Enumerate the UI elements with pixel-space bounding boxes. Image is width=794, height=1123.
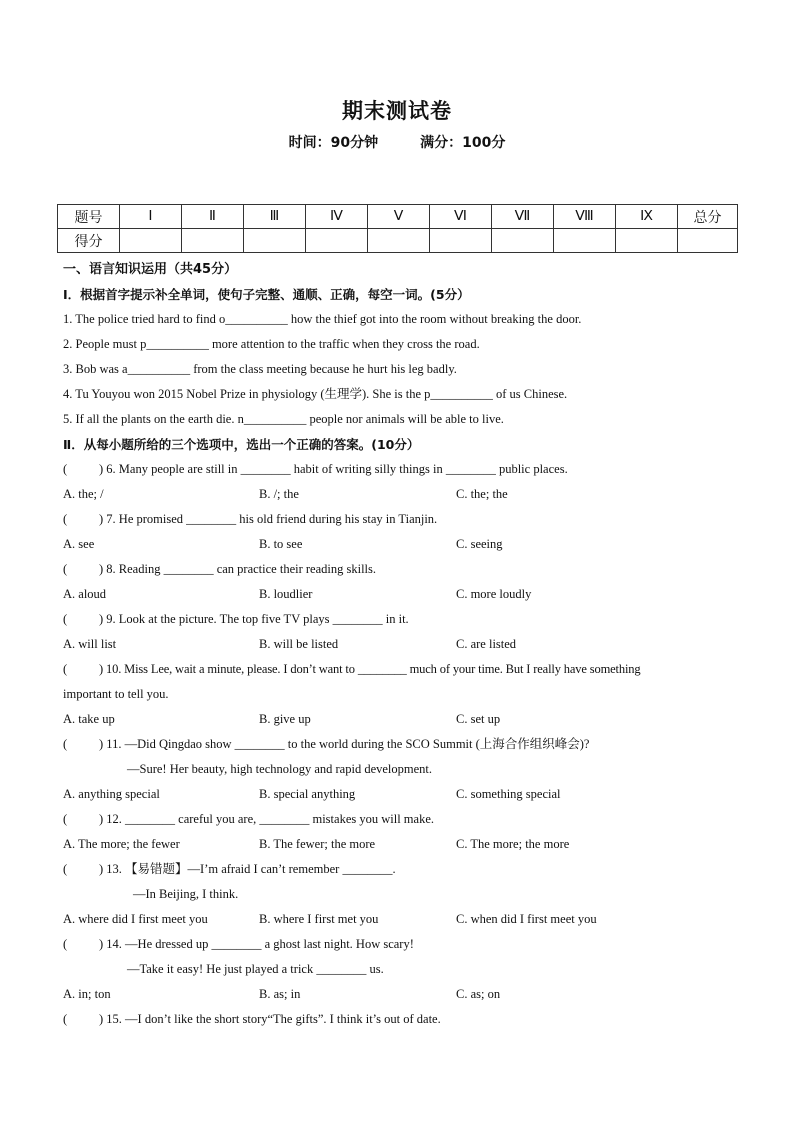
score-table-header-row <box>58 205 738 229</box>
header-cell: Ⅷ <box>554 205 616 229</box>
score-input-cell[interactable] <box>554 229 616 253</box>
answer-bracket[interactable]: ( <box>63 612 68 626</box>
score-table <box>57 204 738 253</box>
score-input-cell[interactable] <box>430 229 492 253</box>
option-row <box>63 907 743 932</box>
stem-text: ) 13. 【易错题】—I’m afraid I can’t remember ________. <box>99 862 396 876</box>
answer-bracket[interactable]: ( <box>63 812 68 826</box>
score-input-cell[interactable] <box>182 229 244 253</box>
score-input-cell[interactable] <box>244 229 306 253</box>
option-a[interactable]: A. The more; the fewer <box>63 837 180 851</box>
stem-text: ) 11. —Did Qingdao show ________ to the world during the SCO Summit (上海合作组织峰会)? <box>99 737 590 751</box>
option-b[interactable]: B. give up <box>259 712 311 726</box>
option-c[interactable]: C. something special <box>456 787 561 801</box>
option-c[interactable]: C. seeing <box>456 537 503 551</box>
row-label-cell: 得分 <box>58 229 120 253</box>
time-label: 时间：90分钟 <box>288 135 379 151</box>
option-c[interactable]: C. more loudly <box>456 587 532 601</box>
fill-item: 4. Tu Youyou won 2015 Nobel Prize in physiology (生理学). She is the p__________ of us Chinese. <box>63 387 568 401</box>
header-cell: Ⅰ <box>120 205 182 229</box>
exam-content <box>63 257 743 1032</box>
option-row <box>63 582 743 607</box>
question-stem <box>63 807 743 832</box>
answer-bracket[interactable]: ( <box>63 937 68 951</box>
answer-bracket[interactable]: ( <box>63 1012 68 1026</box>
score-input-cell[interactable] <box>306 229 368 253</box>
answer-bracket[interactable]: ( <box>63 862 68 876</box>
question-stem <box>63 607 743 632</box>
stem-text: ) 7. He promised ________ his old friend during his stay in Tianjin. <box>99 512 438 526</box>
part-title: Ⅰ．根据首字提示补全单词，使句子完整、通顺、正确，每空一词。(5分） <box>63 287 470 302</box>
answer-bracket[interactable]: ( <box>63 462 68 476</box>
stem-text: ) 10. Miss Lee, wait a minute, please. I don’t want to ________ much of your time. But I really have something <box>99 662 641 676</box>
option-row <box>63 632 743 657</box>
question-stem <box>63 857 743 882</box>
option-a[interactable]: A. will list <box>63 637 117 651</box>
page-title: 期末测试卷 <box>342 99 452 123</box>
answer-bracket[interactable]: ( <box>63 737 68 751</box>
question-stem <box>63 557 743 582</box>
answer-bracket[interactable]: ( <box>63 562 68 576</box>
header-cell: 总分 <box>678 205 738 229</box>
question-continuation: important to tell you. <box>63 687 169 701</box>
option-c[interactable]: C. when did I first meet you <box>456 912 597 926</box>
option-c[interactable]: C. the; the <box>456 487 508 501</box>
option-row <box>63 532 743 557</box>
stem-text: ) 15. —I don’t like the short story“The gifts”. I think it’s out of date. <box>99 1012 441 1026</box>
part-title: Ⅱ．从每小题所给的三个选项中，选出一个正确的答案。(10分） <box>63 437 420 452</box>
option-row <box>63 782 743 807</box>
option-a[interactable]: A. where did I first meet you <box>63 912 208 926</box>
option-row <box>63 707 743 732</box>
stem-text: ) 6. Many people are still in ________ habit of writing silly things in ________ public places. <box>99 462 568 476</box>
fill-item: 1. The police tried hard to find o__________ how the thief got into the room without breaking the door. <box>63 312 582 326</box>
stem-text: ) 12. ________ careful you are, ________ mistakes you will make. <box>99 812 434 826</box>
option-c[interactable]: C. as; on <box>456 987 501 1001</box>
dialogue-reply: —Take it easy! He just played a trick ________ us. <box>127 962 384 976</box>
question-stem <box>63 932 743 957</box>
option-b[interactable]: B. loudlier <box>259 587 313 601</box>
option-b[interactable]: B. special anything <box>259 787 356 801</box>
option-a[interactable]: A. in; ton <box>63 987 111 1001</box>
section-title: 一、语言知识运用（共45分） <box>63 262 238 277</box>
header-cell: Ⅱ <box>182 205 244 229</box>
answer-bracket[interactable]: ( <box>63 662 68 676</box>
question-stem <box>63 507 743 532</box>
stem-text: ) 9. Look at the picture. The top five TV plays ________ in it. <box>99 612 409 626</box>
option-row <box>63 482 743 507</box>
header-cell: Ⅴ <box>368 205 430 229</box>
fill-item: 2. People must p__________ more attention to the traffic when they cross the road. <box>63 337 480 351</box>
option-a[interactable]: A. the; / <box>63 487 104 501</box>
header-cell: Ⅸ <box>616 205 678 229</box>
score-input-cell[interactable] <box>492 229 554 253</box>
option-c[interactable]: C. set up <box>456 712 501 726</box>
header-cell: Ⅳ <box>306 205 368 229</box>
fill-item: 3. Bob was a__________ from the class meeting because he hurt his leg badly. <box>63 362 457 376</box>
dialogue-reply: —Sure! Her beauty, high technology and rapid development. <box>127 762 433 776</box>
option-b[interactable]: B. The fewer; the more <box>259 837 376 851</box>
option-c[interactable]: C. The more; the more <box>456 837 570 851</box>
question-stem <box>63 1007 743 1032</box>
stem-text: ) 8. Reading ________ can practice their reading skills. <box>99 562 377 576</box>
question-stem <box>63 457 743 482</box>
answer-bracket[interactable]: ( <box>63 512 68 526</box>
score-label: 满分：100分 <box>420 135 506 151</box>
header-cell: 题号 <box>58 205 120 229</box>
fill-item: 5. If all the plants on the earth die. n__________ people nor animals will be able to live. <box>63 412 504 426</box>
question-stem <box>63 732 743 757</box>
option-b[interactable]: B. as; in <box>259 987 301 1001</box>
score-input-cell[interactable] <box>120 229 182 253</box>
option-b[interactable]: B. where I first met you <box>259 912 379 926</box>
option-b[interactable]: B. will be listed <box>259 637 339 651</box>
question-stem <box>63 657 743 682</box>
score-input-cell[interactable] <box>678 229 738 253</box>
option-a[interactable]: A. take up <box>63 712 115 726</box>
exam-meta <box>0 132 794 152</box>
score-input-cell[interactable] <box>616 229 678 253</box>
header-cell: Ⅵ <box>430 205 492 229</box>
option-a[interactable]: A. see <box>63 537 95 551</box>
option-a[interactable]: A. anything special <box>63 787 160 801</box>
option-row <box>63 832 743 857</box>
score-table-score-row <box>58 229 738 253</box>
option-a[interactable]: A. aloud <box>63 587 107 601</box>
header-cell: Ⅶ <box>492 205 554 229</box>
option-b[interactable]: B. to see <box>259 537 303 551</box>
option-b[interactable]: B. /; the <box>259 487 299 501</box>
option-row <box>63 982 743 1007</box>
option-c[interactable]: C. are listed <box>456 637 517 651</box>
header-cell: Ⅲ <box>244 205 306 229</box>
dialogue-reply: —In Beijing, I think. <box>133 887 239 901</box>
stem-text: ) 14. —He dressed up ________ a ghost last night. How scary! <box>99 937 414 951</box>
score-input-cell[interactable] <box>368 229 430 253</box>
